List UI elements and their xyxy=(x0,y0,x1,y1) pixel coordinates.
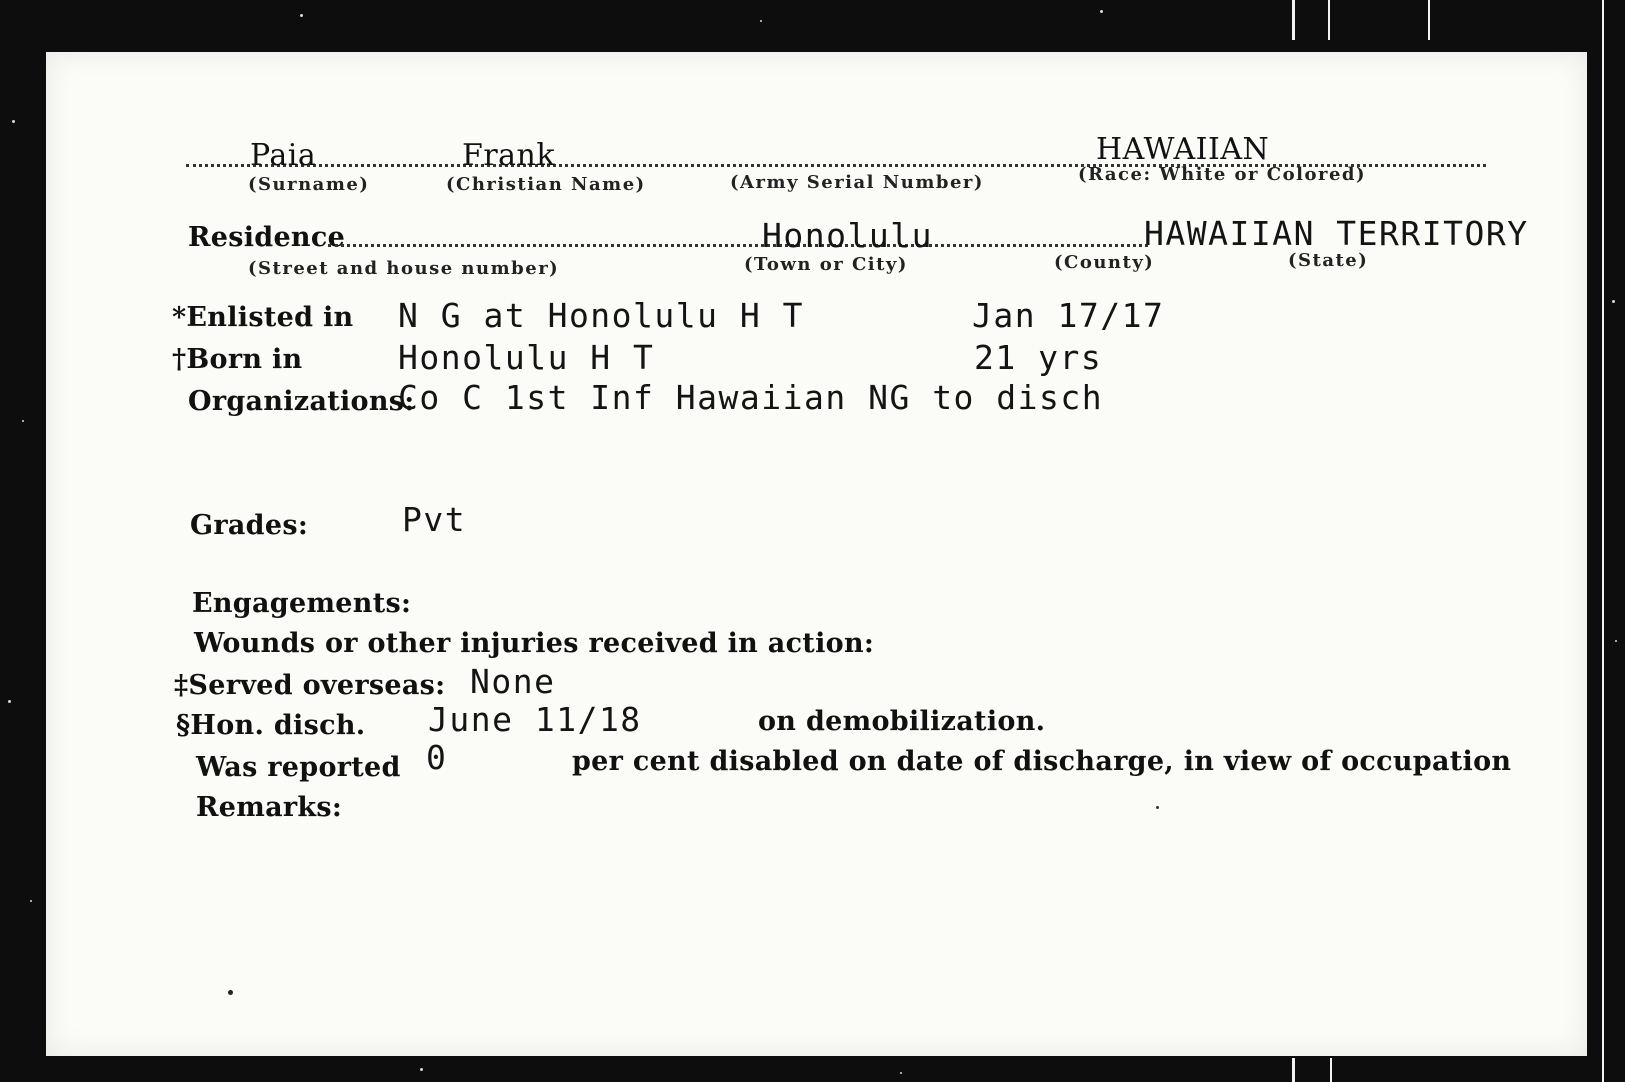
residence-line xyxy=(328,244,1148,247)
discharge-value: June 11/18 xyxy=(428,700,642,739)
remarks-label: Remarks: xyxy=(196,792,343,823)
county-caption: (County) xyxy=(1054,252,1155,273)
service-record-card xyxy=(46,52,1587,1056)
discharge-label: §Hon. disch. xyxy=(176,710,366,741)
film-edge-stripe xyxy=(1292,0,1295,40)
film-edge-stripe xyxy=(1428,0,1430,40)
born-age: 21 yrs xyxy=(974,338,1103,377)
race-caption: (Race: White or Colored) xyxy=(1078,164,1367,185)
scan-speck xyxy=(760,20,762,22)
scan-speck xyxy=(12,120,15,123)
discharge-suffix: on demobilization. xyxy=(758,706,1046,737)
disability-label: Was reported xyxy=(196,752,401,783)
grades-value: Pvt xyxy=(402,500,467,539)
residence-town: Honolulu xyxy=(762,216,933,255)
street-caption: (Street and house number) xyxy=(248,258,560,279)
state-caption: (State) xyxy=(1288,250,1369,271)
engagements-label: Engagements: xyxy=(192,588,412,619)
film-edge-stripe xyxy=(1328,0,1330,40)
disability-suffix: per cent disabled on date of discharge, in view of occupation xyxy=(572,746,1512,777)
organizations-value: Co C 1st Inf Hawaiian NG to disch xyxy=(398,378,1104,417)
town-caption: (Town or City) xyxy=(744,254,908,275)
scan-speck xyxy=(900,1072,902,1074)
surname-value: Paia xyxy=(250,138,317,173)
ink-dot xyxy=(1156,806,1159,809)
born-value: Honolulu H T xyxy=(398,338,655,377)
serial-caption: (Army Serial Number) xyxy=(730,172,984,193)
enlisted-date: Jan 17/17 xyxy=(972,296,1165,335)
grades-label: Grades: xyxy=(190,510,309,541)
film-edge-stripe xyxy=(1330,1058,1332,1082)
film-edge-stripe xyxy=(1292,1058,1295,1082)
residence-label: Residence xyxy=(188,222,346,253)
organizations-label: Organizations: xyxy=(188,386,415,417)
born-label: †Born in xyxy=(172,344,303,375)
christian-name-caption: (Christian Name) xyxy=(446,174,646,195)
scan-speck xyxy=(1100,10,1103,13)
ink-dot xyxy=(228,990,233,995)
scan-speck xyxy=(1615,640,1617,642)
scan-speck xyxy=(1612,300,1615,303)
scan-speck xyxy=(22,420,24,422)
surname-caption: (Surname) xyxy=(248,174,370,195)
scan-speck xyxy=(8,700,11,703)
residence-state: HAWAIIAN TERRITORY xyxy=(1144,214,1529,253)
overseas-value: None xyxy=(470,662,556,701)
scan-speck xyxy=(420,1068,423,1071)
enlisted-label: *Enlisted in xyxy=(172,302,354,333)
race-value: HAWAIIAN xyxy=(1096,132,1270,167)
disability-value: 0 xyxy=(426,738,448,777)
wounds-label: Wounds or other injuries received in action: xyxy=(194,628,875,659)
film-edge-stripe xyxy=(1602,0,1604,1082)
christian-name-value: Frank xyxy=(462,138,556,173)
overseas-label: ‡Served overseas: xyxy=(174,670,446,701)
scan-speck xyxy=(300,14,303,17)
enlisted-value: N G at Honolulu H T xyxy=(398,296,804,335)
scan-speck xyxy=(30,900,32,902)
